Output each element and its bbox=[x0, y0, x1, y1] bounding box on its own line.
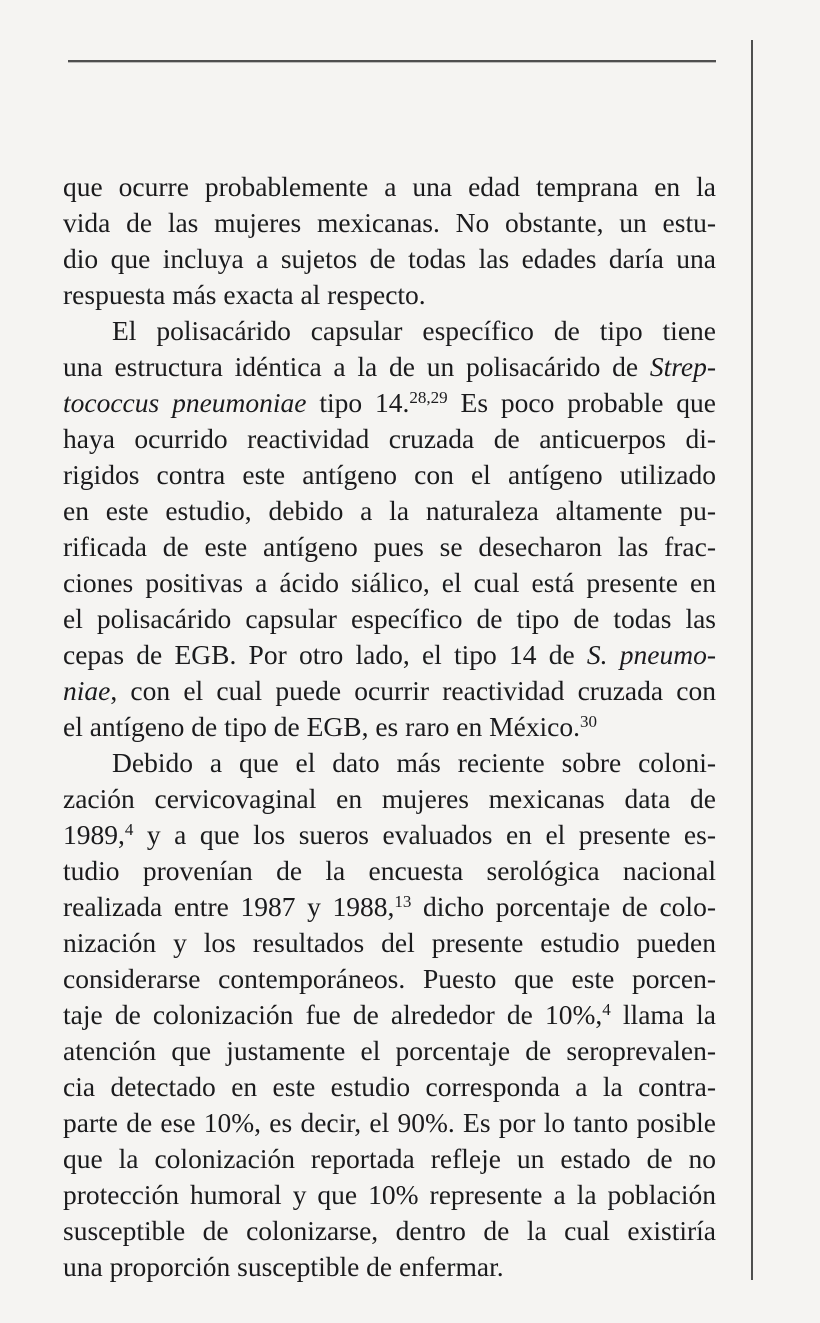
text-run: tudio provenían de la encuesta serológica nacional bbox=[63, 855, 716, 886]
text-line bbox=[63, 421, 716, 457]
text-run: vida de las mujeres mexicanas. No obstante, un estu- bbox=[63, 207, 716, 238]
text-run: cepas de EGB. Por otro lado, el tipo 14 de bbox=[63, 639, 587, 670]
text-line bbox=[63, 169, 716, 205]
text-run: que la colonización reportada refleje un estado de no bbox=[63, 1143, 716, 1174]
text-line bbox=[63, 889, 716, 925]
reference-superscript: 4 bbox=[124, 819, 134, 839]
text-run: dio que incluya a sujetos de todas las edades daría una bbox=[63, 243, 716, 274]
text-line bbox=[63, 601, 716, 637]
text-run: una estructura idéntica a la de un polisacárido de bbox=[63, 351, 650, 382]
text-run: llama la bbox=[610, 999, 716, 1030]
reference-superscript: 4 bbox=[602, 999, 611, 1019]
text-line bbox=[63, 925, 716, 961]
text-line bbox=[63, 1141, 716, 1177]
text-line bbox=[63, 1033, 716, 1069]
text-line bbox=[63, 1177, 716, 1213]
species-name-italic: tococcus pneumoniae bbox=[63, 387, 307, 418]
reference-superscript: 28,29 bbox=[409, 387, 448, 407]
text-run: 1989, bbox=[63, 819, 125, 850]
text-run: , con el cual puede ocurrir reactividad cruzada con bbox=[110, 675, 716, 706]
text-run: y a que los sueros evaluados en el presente es- bbox=[133, 819, 716, 850]
text-line bbox=[63, 565, 716, 601]
text-run: parte de ese 10%, es decir, el 90%. Es por lo tanto posible bbox=[63, 1107, 716, 1138]
text-run: el antígeno de tipo de EGB, es raro en México. bbox=[63, 711, 580, 742]
text-line bbox=[63, 349, 716, 385]
text-line bbox=[63, 1069, 716, 1105]
species-name-italic: S. pneumo- bbox=[586, 639, 716, 670]
text-run: susceptible de colonizarse, dentro de la cual existiría bbox=[63, 1215, 716, 1246]
text-run: ciones positivas a ácido siálico, el cual está presente en bbox=[63, 567, 716, 598]
right-margin-rule bbox=[751, 40, 753, 1280]
text-run: el polisacárido capsular específico de tipo de todas las bbox=[63, 603, 716, 634]
text-run: una proporción susceptible de enfermar. bbox=[63, 1251, 504, 1282]
body-text bbox=[63, 169, 716, 1285]
text-run: cia detectado en este estudio corresponda a la contra- bbox=[63, 1071, 716, 1102]
text-run: dicho porcentaje de colo- bbox=[411, 891, 716, 922]
text-line bbox=[63, 781, 716, 817]
text-line bbox=[63, 529, 716, 565]
text-line bbox=[63, 637, 716, 673]
text-line bbox=[63, 961, 716, 997]
reference-superscript: 13 bbox=[394, 891, 412, 911]
text-line bbox=[63, 673, 716, 709]
reference-superscript: 30 bbox=[580, 711, 598, 731]
text-line bbox=[63, 1105, 716, 1141]
text-line bbox=[63, 493, 716, 529]
text-run: El polisacárido capsular específico de tipo tiene bbox=[112, 315, 716, 346]
text-line bbox=[63, 241, 716, 277]
text-run: haya ocurrido reactividad cruzada de anticuerpos di- bbox=[63, 423, 716, 454]
top-rule bbox=[68, 60, 716, 62]
species-name-italic: niae bbox=[63, 675, 111, 706]
text-run: rigidos contra este antígeno con el antígeno utilizado bbox=[63, 459, 716, 490]
text-line bbox=[63, 385, 716, 421]
text-run: respuesta más exacta al respecto. bbox=[63, 279, 426, 310]
text-line bbox=[63, 277, 716, 313]
text-line bbox=[63, 745, 716, 781]
text-run: rificada de este antígeno pues se desecharon las frac- bbox=[63, 531, 716, 562]
text-run: en este estudio, debido a la naturaleza altamente pu- bbox=[63, 495, 716, 526]
text-run: Es poco probable que bbox=[447, 387, 716, 418]
text-line bbox=[63, 313, 716, 349]
text-run: nización y los resultados del presente estudio pueden bbox=[63, 927, 716, 958]
text-line bbox=[63, 997, 716, 1033]
text-run: realizada entre 1987 y 1988, bbox=[63, 891, 395, 922]
text-line bbox=[63, 457, 716, 493]
text-run: tipo 14. bbox=[306, 387, 410, 418]
text-line bbox=[63, 1249, 716, 1285]
text-run: que ocurre probablemente a una edad temprana en la bbox=[63, 171, 716, 202]
text-run: atención que justamente el porcentaje de seroprevalen- bbox=[63, 1035, 716, 1066]
text-line bbox=[63, 817, 716, 853]
text-run: protección humoral y que 10% represente a la población bbox=[63, 1179, 716, 1210]
text-run: taje de colonización fue de alrededor de 10%, bbox=[63, 999, 603, 1030]
text-line bbox=[63, 1213, 716, 1249]
text-line bbox=[63, 709, 716, 745]
species-name-italic: Strep- bbox=[649, 351, 716, 382]
text-line bbox=[63, 205, 716, 241]
text-run: zación cervicovaginal en mujeres mexicanas data de bbox=[63, 783, 716, 814]
text-run: considerarse contemporáneos. Puesto que este porcen- bbox=[63, 963, 716, 994]
text-run: Debido a que el dato más reciente sobre coloni- bbox=[112, 747, 716, 778]
text-line bbox=[63, 853, 716, 889]
